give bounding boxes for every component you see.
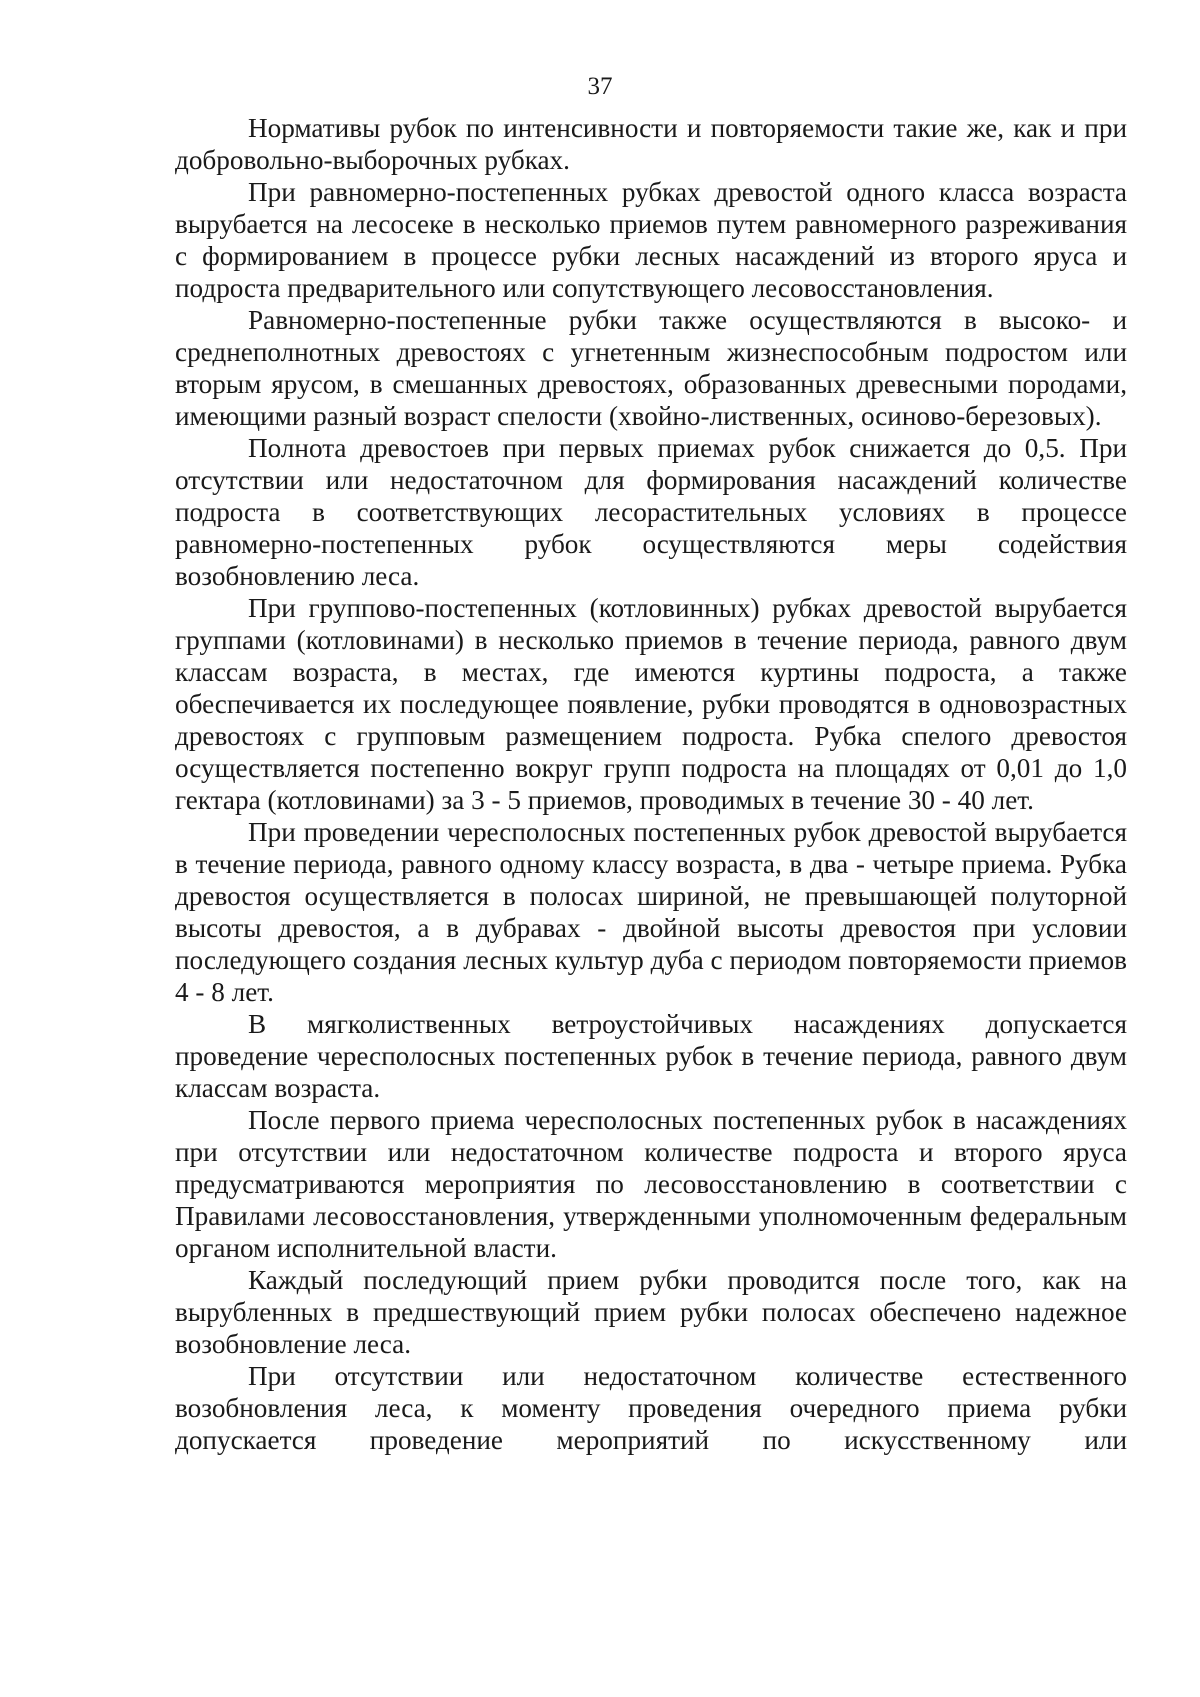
paragraph: При равномерно-постепенных рубках древостой одного класса возраста вырубается на лесосеке в несколько приемов путем равномерного разреживания с формированием в процессе рубки лесных насаждений из второго яруса и подроста предварительного или сопутствующего лесовосстановления.	[175, 177, 1127, 303]
paragraph: При отсутствии или недостаточном количестве естественного возобновления леса, к моменту проведения очередного приема рубки допускается проведение мероприятий по искусственному или	[175, 1361, 1127, 1455]
paragraph: Полнота древостоев при первых приемах рубок снижается до 0,5. При отсутствии или недостаточном для формирования насаждений количестве подроста в соответствующих лесорастительных условиях в процессе равномерно-постепенных рубок осуществляются меры содействия возобновлению леса.	[175, 433, 1127, 591]
paragraph: В мягколиственных ветроустойчивых насаждениях допускается проведение чересполосных постепенных рубок в течение периода, равного двум классам возраста.	[175, 1009, 1127, 1103]
paragraph: Каждый последующий прием рубки проводится после того, как на вырубленных в предшествующий прием рубки полосах обеспечено надежное возобновление леса.	[175, 1265, 1127, 1359]
body-text	[175, 112, 1127, 1456]
paragraph: При проведении чересполосных постепенных рубок древостой вырубается в течение периода, равного одному классу возраста, в два - четыре приема. Рубка древостоя осуществляется в полосах шириной, не превышающей полуторной высоты древостоя, а в дубравах - двойной высоты древостоя при условии последующего создания лесных культур дуба с периодом повторяемости приемов 4 - 8 лет.	[175, 817, 1127, 1007]
page-number: 37	[587, 73, 613, 100]
paragraph: Равномерно-постепенные рубки также осуществляются в высоко- и среднеполнотных древостоях с угнетенным жизнеспособным подростом или вторым ярусом, в смешанных древостоях, образованных древесными породами, имеющими разный возраст спелости (хвойно-лиственных, осиново-березовых).	[175, 305, 1127, 431]
paragraph: При группово-постепенных (котловинных) рубках древостой вырубается группами (котловинами) в несколько приемов в течение периода, равного двум классам возраста, в местах, где имеются куртины подроста, а также обеспечивается их последующее появление, рубки проводятся в одновозрастных древостоях с групповым размещением подроста. Рубка спелого древостоя осуществляется постепенно вокруг групп подроста на площадях от 0,01 до 1,0 гектара (котловинами) за 3 - 5 приемов, проводимых в течение 30 - 40 лет.	[175, 593, 1127, 815]
paragraph: Нормативы рубок по интенсивности и повторяемости такие же, как и при добровольно-выборочных рубках.	[175, 113, 1127, 175]
paragraph: После первого приема чересполосных постепенных рубок в насаждениях при отсутствии или недостаточном количестве подроста и второго яруса предусматриваются мероприятия по лесовосстановлению в соответствии с Правилами лесовосстановления, утвержденными уполномоченным федеральным органом исполнительной власти.	[175, 1105, 1127, 1263]
